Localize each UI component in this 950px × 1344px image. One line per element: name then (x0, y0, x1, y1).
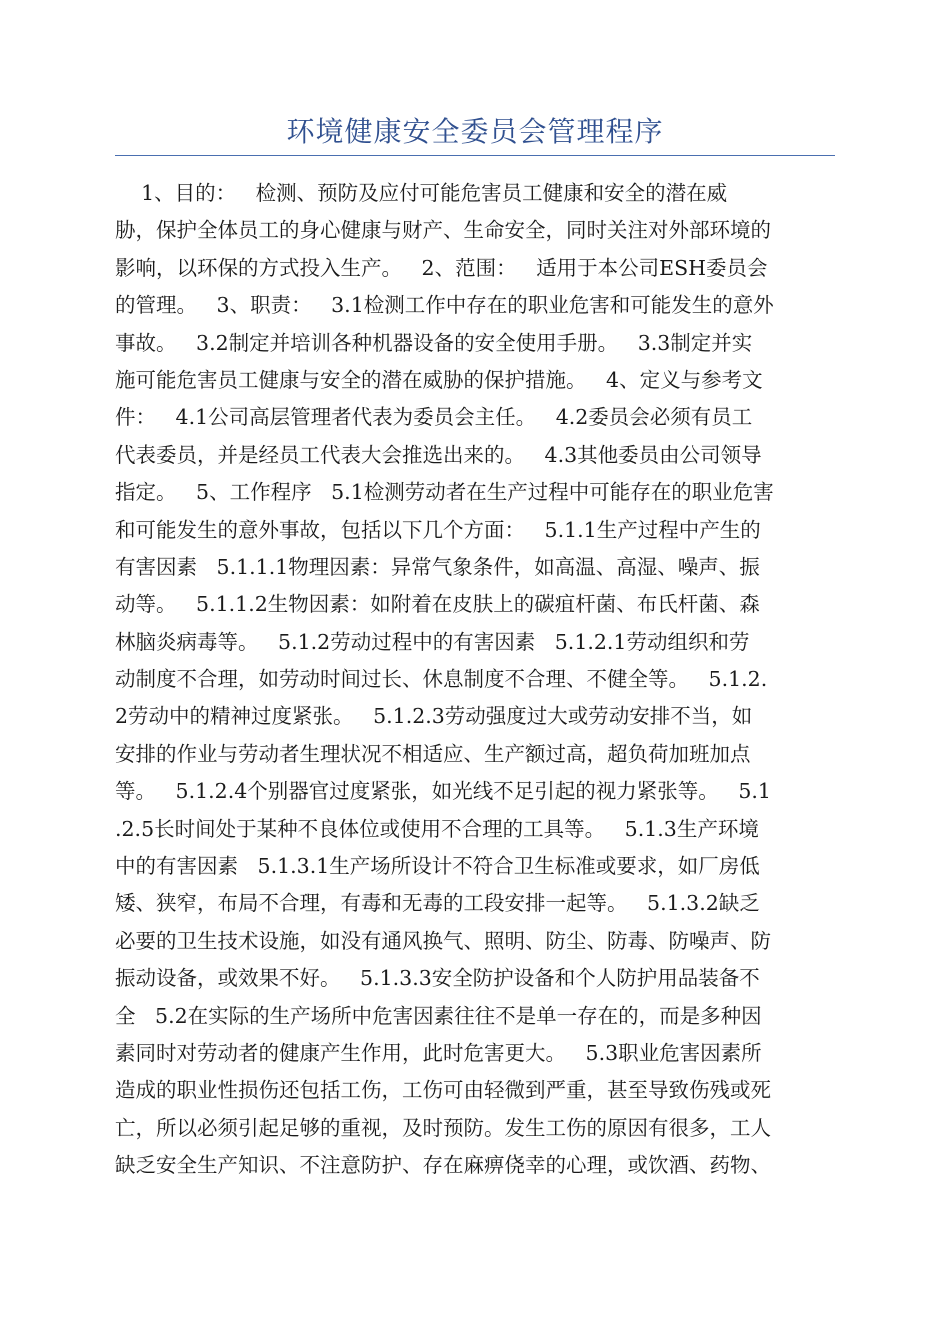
body-line: 素同时对劳动者的健康产生作用，此时危害更大。 5.3职业危害因素所 (115, 1040, 762, 1065)
body-line: 施可能危害员工健康与安全的潜在威胁的保护措施。 4、定义与参考文 (115, 367, 763, 392)
body-line: 动等。 5.1.1.2生物因素：如附着在皮肤上的碳疽杆菌、布氏杆菌、森 (115, 592, 760, 617)
body-line: 的管理。 3、职责： 3.1检测工作中存在的职业危害和可能发生的意外 (115, 293, 774, 318)
body-line: 件： 4.1公司高层管理者代表为委员会主任。 4.2委员会必须有员工 (115, 405, 753, 430)
body-line: 造成的职业性损伤还包括工伤，工伤可由轻微到严重，甚至导致伤残或死 (115, 1078, 771, 1103)
body-line: 振动设备，或效果不好。 5.1.3.3安全防护设备和个人防护用品装备不 (115, 966, 760, 991)
body-line: 林脑炎病毒等。 5.1.2劳动过程中的有害因素 5.1.2.1劳动组织和劳 (115, 629, 750, 654)
body-line: 1、目的： 检测、预防及应付可能危害员工健康和安全的潜在威 (115, 181, 728, 205)
body-line: 指定。 5、工作程序 5.1检测劳动者在生产过程中可能存在的职业危害 (115, 480, 774, 505)
body-line: 必要的卫生技术设施，如没有通风换气、照明、防尘、防毒、防噪声、防 (115, 928, 771, 953)
body-line: 影响，以环保的方式投入生产。 2、范围： 适用于本公司ESH委员会 (115, 255, 768, 280)
body-line: 亡，所以必须引起足够的重视，及时预防。发生工伤的原因有很多，工人 (115, 1115, 771, 1140)
body-line: 事故。 3.2制定并培训各种机器设备的安全使用手册。 3.3制定并实 (115, 330, 753, 355)
body-line: 胁，保护全体员工的身心健康与财产、生命安全，同时关注对外部环境的 (115, 218, 771, 243)
body-line: 有害因素 5.1.1.1物理因素：异常气象条件，如高温、高湿、噪声、振 (115, 554, 760, 579)
document-body (115, 175, 835, 1185)
body-line: 等。 5.1.2.4个别器官过度紧张，如光线不足引起的视力紧张等。 5.1 (115, 779, 771, 804)
title-underline (115, 155, 835, 156)
document-title: 环境健康安全委员会管理程序 (286, 115, 664, 148)
body-line: 全 5.2在实际的生产场所中危害因素往往不是单一存在的，而是多种因 (115, 1003, 762, 1028)
body-line: 代表委员，并是经员工代表大会推选出来的。 4.3其他委员由公司领导 (115, 442, 762, 467)
body-line: 缺乏安全生产知识、不注意防护、存在麻痹侥幸的心理，或饮酒、药物、 (115, 1153, 771, 1178)
body-line: 矮、狭窄，布局不合理，有毒和无毒的工段安排一起等。 5.1.3.2缺乏 (115, 891, 760, 916)
body-line: 中的有害因素 5.1.3.1生产场所设计不符合卫生标准或要求，如厂房低 (115, 854, 760, 879)
body-line: 和可能发生的意外事故，包括以下几个方面： 5.1.1生产过程中产生的 (115, 517, 761, 542)
body-line: 动制度不合理，如劳动时间过长、休息制度不合理、不健全等。 5.1.2. (115, 667, 768, 692)
body-line: 2劳动中的精神过度紧张。 5.1.2.3劳动强度过大或劳动安排不当，如 (115, 704, 753, 729)
body-line: 安排的作业与劳动者生理状况不相适应、生产额过高，超负荷加班加点 (115, 741, 751, 766)
body-line: .2.5长时间处于某种不良体位或使用不合理的工具等。 5.1.3生产环境 (115, 816, 759, 841)
